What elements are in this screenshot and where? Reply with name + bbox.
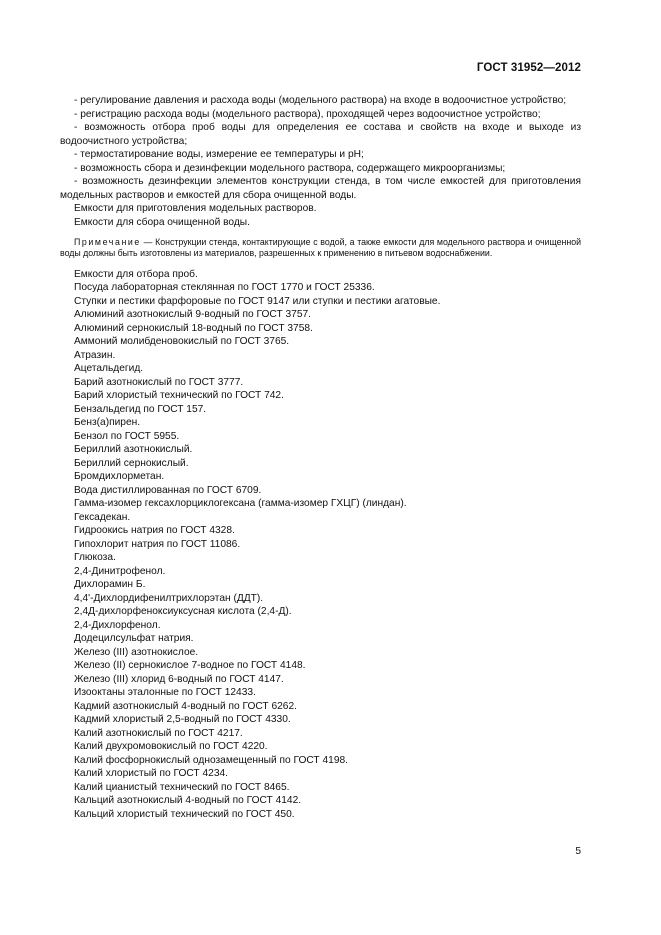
list-item: Дихлорамин Б. (74, 579, 146, 591)
list-item: Аммоний молибденовокислый по ГОСТ 3765. (74, 336, 290, 348)
list-item: Вода дистиллированная по ГОСТ 6709. (74, 484, 262, 496)
note-text: — Конструкции стенда, контактирующие с водой, а также емкости для модельного раствора и очищенной воды должны быть изготовлены из материалов, разрешенных к применению в питьевом водоснабжении. (60, 237, 581, 259)
list-item: Алюминий сернокислый 18-водный по ГОСТ 3758. (74, 322, 313, 334)
list-item: Калий хлористый по ГОСТ 4234. (74, 768, 228, 780)
list-item: Калий цианистый технический по ГОСТ 8465. (74, 781, 290, 793)
page-body (60, 94, 581, 821)
list-item: Гидроокись натрия по ГОСТ 4328. (74, 525, 235, 537)
paragraph-collection-disinfection: - возможность сбора и дезинфекции модельного раствора, содержащего микроорганизмы; (74, 162, 506, 174)
paragraph-flow-registration: - регистрацию расхода воды (модельного раствора), проходящей через водоочистное устройство; (74, 108, 541, 120)
list-item: Бензол по ГОСТ 5955. (74, 430, 180, 442)
paragraph-sampling: - возможность отбора проб воды для определения ее состава и свойств на входе и выходе из водоочистного устройства; (60, 122, 581, 147)
list-item: 2,4Д-дихлорфеноксиуксусная кислота (2,4-Д). (74, 606, 292, 618)
list-item: Ступки и пестики фарфоровые по ГОСТ 9147 или ступки и пестики агатовые. (74, 295, 441, 307)
list-item: Бромдихлорметан. (74, 471, 165, 483)
paragraph-pressure-regulation: - регулирование давления и расхода воды (модельного раствора) на входе в водоочистное устройство; (74, 95, 567, 106)
list-item: Железо (III) азотнокислое. (74, 646, 199, 658)
list-item: Бенз(а)пирен. (74, 417, 141, 429)
paragraph-thermostating: - термостатирование воды, измерение ее температуры и рН; (74, 149, 364, 160)
list-item: Изооктаны эталонные по ГОСТ 12433. (74, 687, 256, 699)
page-number: 5 (575, 846, 581, 857)
materials-list (60, 268, 581, 822)
list-item: Емкости для отбора проб. (74, 268, 198, 280)
list-item: Атразин. (74, 349, 116, 361)
list-item: Калий двухромовокислый по ГОСТ 4220. (74, 741, 268, 753)
note-block (60, 237, 581, 260)
list-item: Бериллий сернокислый. (74, 457, 189, 469)
list-item: 2,4-Динитрофенол. (74, 565, 166, 577)
list-item: Кадмий хлористый 2,5-водный по ГОСТ 4330. (74, 714, 291, 726)
list-item: Додецилсульфат натрия. (74, 633, 194, 645)
paragraph-solution-containers: Емкости для приготовления модельных растворов. (74, 203, 317, 214)
list-item: Калий фосфорнокислый однозамещенный по ГОСТ 4198. (74, 754, 348, 766)
list-item: Гипохлорит натрия по ГОСТ 11086. (74, 538, 241, 550)
list-item: Барий азотнокислый по ГОСТ 3777. (74, 376, 244, 388)
list-item: Кальций азотнокислый 4-водный по ГОСТ 4142. (74, 795, 302, 807)
list-item: Гексадекан. (74, 511, 131, 523)
list-item: Кадмий азотнокислый 4-водный по ГОСТ 6262. (74, 700, 297, 712)
list-item: Гамма-изомер гексахлорциклогексана (гамма-изомер ГХЦГ) (линдан). (74, 498, 407, 510)
list-item: Глюкоза. (74, 552, 116, 564)
list-item: 4,4'-Дихлордифенилтрихлорэтан (ДДТ). (74, 592, 264, 604)
list-item: Алюминий азотнокислый 9-водный по ГОСТ 3757. (74, 309, 311, 321)
list-item: Барий хлористый технический по ГОСТ 742. (74, 390, 284, 402)
list-item: 2,4-Дихлорфенол. (74, 619, 161, 631)
list-item: Калий азотнокислый по ГОСТ 4217. (74, 727, 243, 739)
paragraph-water-containers: Емкости для сбора очищенной воды. (74, 216, 250, 228)
list-item: Кальций хлористый технический по ГОСТ 450. (74, 808, 295, 820)
list-item: Железо (II) сернокислое 7-водное по ГОСТ 4148. (74, 660, 306, 672)
list-item: Ацетальдегид. (74, 363, 144, 375)
list-item: Бензальдегид по ГОСТ 157. (74, 403, 207, 415)
note-label: Примечание (74, 237, 141, 247)
document-code-header: ГОСТ 31952—2012 (476, 62, 581, 74)
list-item: Железо (III) хлорид 6-водный по ГОСТ 4147. (74, 673, 284, 685)
list-item: Бериллий азотнокислый. (74, 444, 193, 456)
paragraph-element-disinfection: - возможность дезинфекции элементов конструкции стенда, в том числе емкостей для приготовления модельных растворов и емкостей для сбора очищенной воды. (60, 176, 581, 201)
list-item: Посуда лабораторная стеклянная по ГОСТ 1770 и ГОСТ 25336. (74, 282, 375, 294)
